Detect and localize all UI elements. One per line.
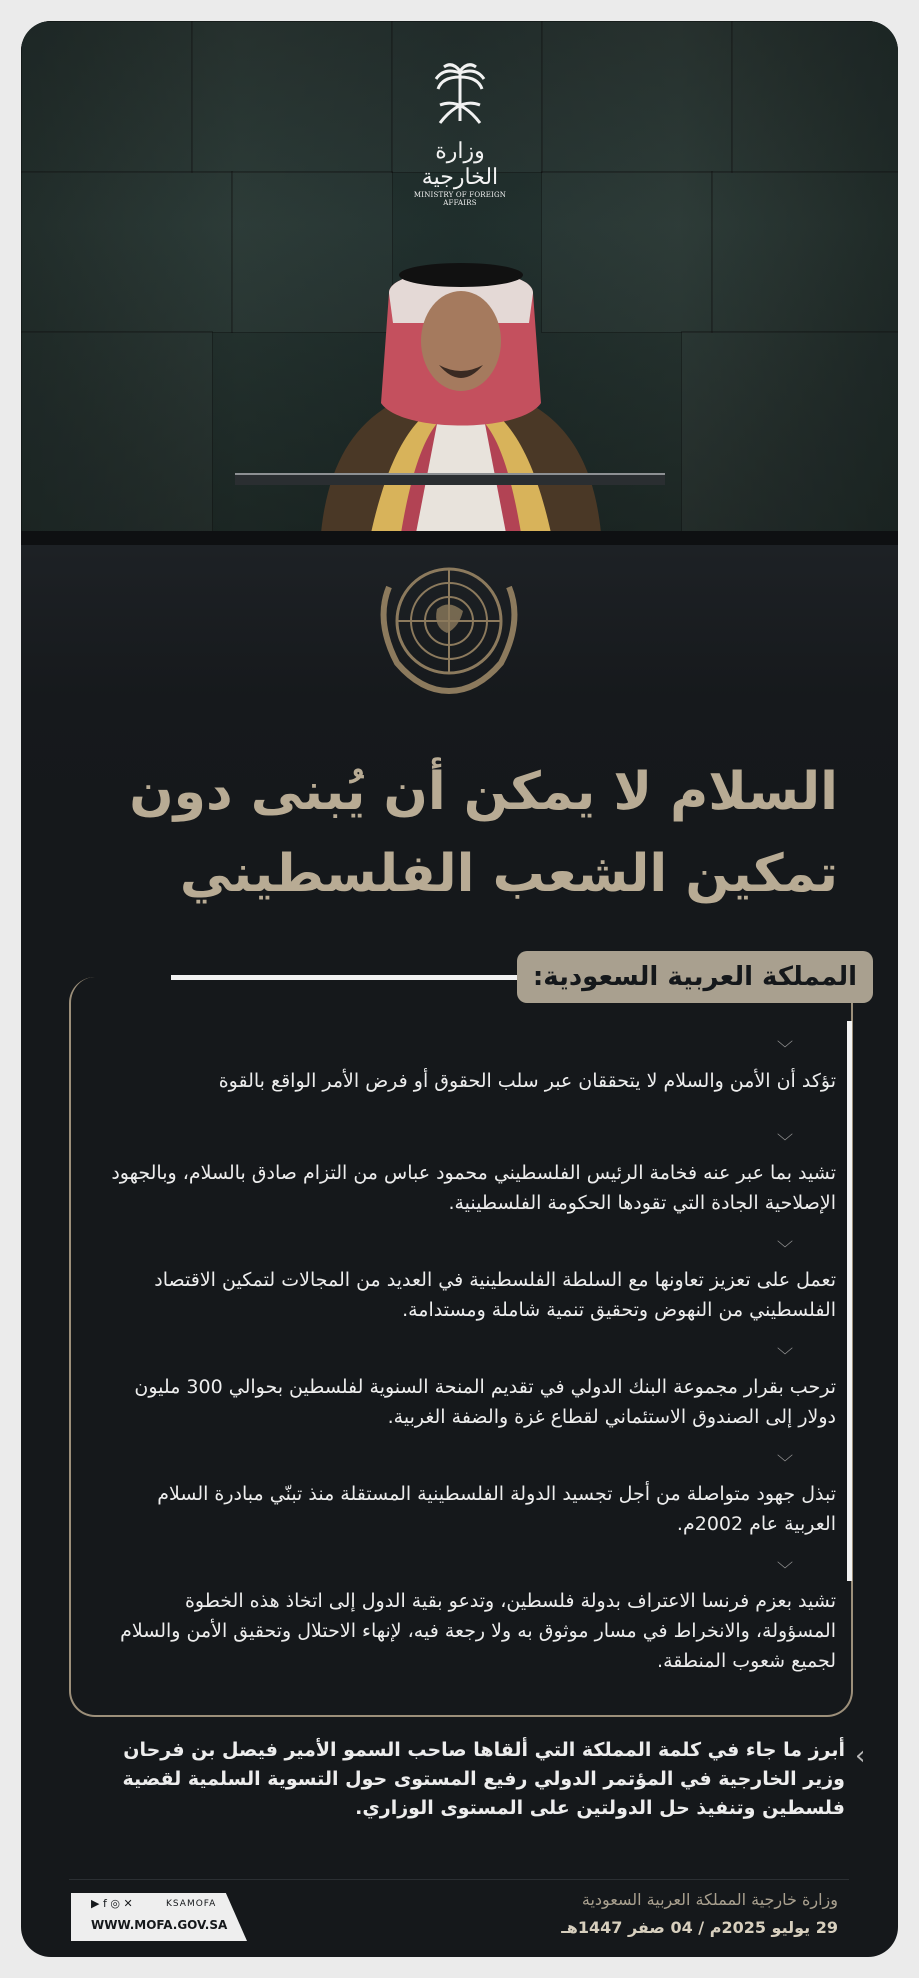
ministry-logo bbox=[399, 61, 521, 211]
footer-ministry: وزارة خارجية المملكة العربية السعودية bbox=[581, 1890, 838, 1909]
chevron-down-icon: ﹀ bbox=[777, 1453, 794, 1472]
logo-arabic-text: وزارة الخارجية bbox=[421, 139, 499, 190]
website-link[interactable]: WWW.MOFA.GOV.SA bbox=[91, 1918, 228, 1932]
footer-date: 29 يوليو 2025م / 04 صفر 1447هـ bbox=[561, 1918, 838, 1937]
point-6: تشيد بعزم فرنسا الاعتراف بدولة فلسطين، وتدعو بقية الدول إلى اتخاذ هذه الخطوة المسؤولة، والانخراط في مسار موثوق به ولا رجعة فيه، لإنهاء الاحتلال وتحقيق الأمن والسلام لجميع شعوب المنطقة. bbox=[120, 1590, 836, 1672]
chevron-down-icon: ﹀ bbox=[777, 1346, 794, 1365]
social-handle: KSAMOFA bbox=[166, 1899, 217, 1909]
footer-divider bbox=[69, 1879, 849, 1880]
section-title: المملكة العربية السعودية: bbox=[517, 951, 873, 1003]
instagram-icon[interactable]: ◎ bbox=[110, 1897, 120, 1910]
point-4: ترحب بقرار مجموعة البنك الدولي في تقديم المنحة السنوية لفلسطين بحوالي 300 مليون دولار إلى الصندوق الاستئماني لقطاع غزة والضفة الغربية. bbox=[134, 1376, 836, 1428]
speaker-figure bbox=[301, 253, 621, 533]
summary-text: أبرز ما جاء في كلمة المملكة التي ألقاها صاحب السمو الأمير فيصل بن فرحان وزير الخارجية في المؤتمر الدولي رفيع المستوى حول التسوية السلمية لقضية فلسطين وتنفيذ حل الدولتين على المستوى الوزاري. bbox=[122, 1739, 845, 1819]
facebook-icon[interactable]: f bbox=[102, 1897, 107, 1910]
frame-right-accent bbox=[847, 1021, 852, 1581]
lectern-bar bbox=[235, 473, 665, 485]
point-5: تبذل جهود متواصلة من أجل تجسيد الدولة الفلسطينية المستقلة منذ تبنّي مبادرة السلام العربية عام 2002م. bbox=[157, 1483, 836, 1535]
headline-line-2: تمكين الشعب الفلسطيني bbox=[179, 844, 838, 904]
speaker-photo bbox=[21, 21, 898, 531]
chevron-down-icon: ﹀ bbox=[777, 1239, 794, 1258]
headline-line-1: السلام لا يمكن أن يُبنى دون bbox=[129, 762, 838, 822]
logo-english-text: MINISTRY OF FOREIGN AFFAIRS bbox=[413, 191, 507, 207]
podium-edge bbox=[21, 531, 898, 545]
x-icon[interactable]: ✕ bbox=[123, 1897, 133, 1910]
frame-top-accent bbox=[171, 975, 517, 980]
point-1: تؤكد أن الأمن والسلام لا يتحققان عبر سلب الحقوق أو فرض الأمر الواقع بالقوة bbox=[218, 1070, 836, 1092]
palm-swords-emblem bbox=[430, 61, 490, 131]
point-3: تعمل على تعزيز تعاونها مع السلطة الفلسطينية في العديد من المجالات لتمكين الاقتصاد الفلسطيني من النهوض وتحقيق تنمية شاملة ومستدامة. bbox=[154, 1269, 836, 1321]
chevron-left-icon: ‹ bbox=[855, 1741, 866, 1771]
infographic-card bbox=[21, 21, 898, 1957]
youtube-icon[interactable]: ▶ bbox=[91, 1897, 100, 1910]
social-icons bbox=[91, 1897, 133, 1910]
chevron-down-icon: ﹀ bbox=[777, 1560, 794, 1579]
un-emblem-icon bbox=[367, 551, 531, 701]
point-2: تشيد بما عبر عنه فخامة الرئيس الفلسطيني محمود عباس من التزام صادق بالسلام، وبالجهود الإصلاحية الجادة التي تقودها الحكومة الفلسطينية. bbox=[111, 1162, 836, 1214]
chevron-down-icon: ﹀ bbox=[777, 1132, 794, 1151]
chevron-down-icon: ﹀ bbox=[777, 1039, 794, 1058]
